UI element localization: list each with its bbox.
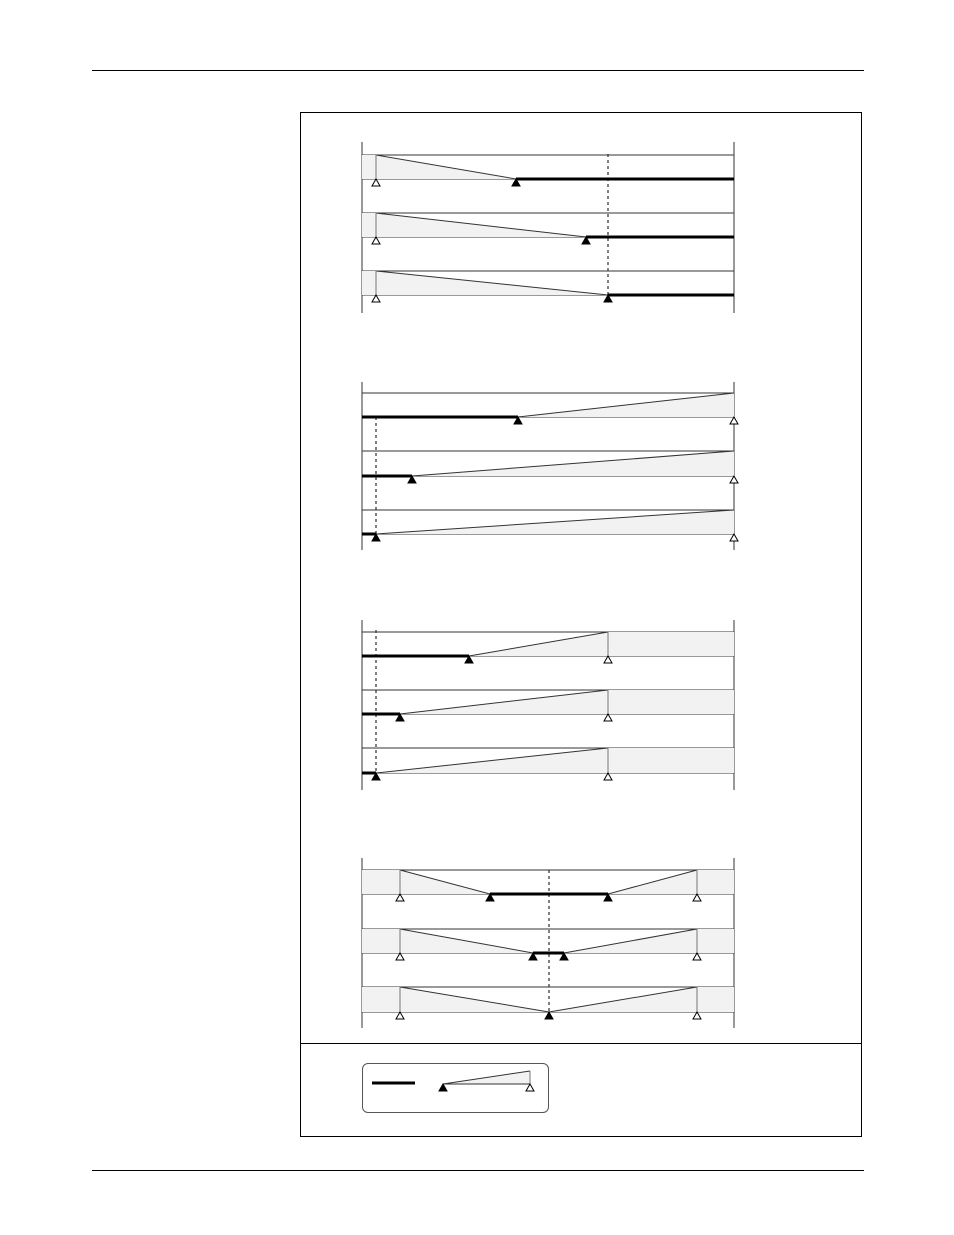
open-triangle-icon — [604, 714, 612, 721]
open-triangle-icon — [730, 534, 738, 541]
left-ramp-wedge — [362, 987, 549, 1012]
open-triangle-icon — [372, 237, 380, 244]
open-triangle-icon — [372, 295, 380, 302]
open-triangle-icon — [604, 773, 612, 780]
open-triangle-icon — [730, 476, 738, 483]
ramp-wedge — [469, 632, 734, 656]
open-triangle-icon — [693, 1012, 701, 1019]
left-ramp-wedge — [362, 870, 490, 894]
open-triangle-icon — [396, 894, 404, 901]
right-ramp-wedge — [608, 870, 734, 894]
legend-graphics — [372, 1071, 534, 1091]
open-triangle-icon — [730, 417, 738, 424]
ramp-wedge — [376, 748, 734, 773]
diagram-panel-3 — [362, 620, 734, 790]
diagram-panel-4 — [362, 858, 734, 1028]
ramp-wedge — [400, 690, 734, 714]
open-triangle-icon — [372, 179, 380, 186]
right-ramp-wedge — [564, 929, 734, 953]
open-triangle-icon — [396, 1012, 404, 1019]
open-triangle-icon — [396, 953, 404, 960]
filled-triangle-icon — [545, 1012, 553, 1019]
filled-triangle-icon — [439, 1084, 447, 1091]
diagram-panel-2 — [362, 382, 738, 550]
open-triangle-icon — [693, 894, 701, 901]
open-triangle-icon — [526, 1084, 534, 1091]
left-ramp-wedge — [362, 929, 533, 953]
open-triangle-icon — [604, 656, 612, 663]
right-ramp-wedge — [549, 987, 734, 1012]
diagram-panel-1 — [362, 142, 734, 313]
open-triangle-icon — [693, 953, 701, 960]
